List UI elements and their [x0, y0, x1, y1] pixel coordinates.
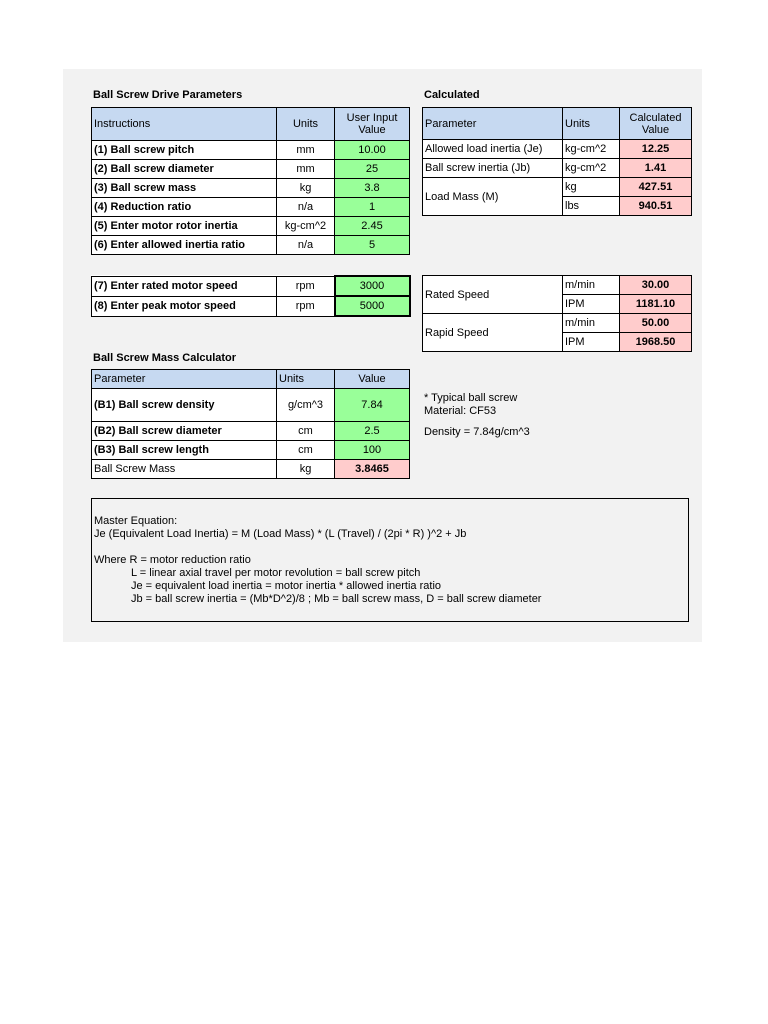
- calc-value-je: 12.25: [620, 140, 692, 159]
- header-parameter: Parameter: [423, 108, 563, 140]
- calc-units: IPM: [563, 333, 620, 352]
- param-input-reduction[interactable]: 1: [335, 198, 410, 217]
- param-label: (1) Ball screw pitch: [92, 141, 277, 160]
- params-table: [91, 107, 410, 255]
- mass-label: (B1) Ball screw density: [92, 389, 277, 422]
- header-units: Units: [277, 108, 335, 141]
- header-parameter: Parameter: [92, 370, 277, 389]
- table-row: [423, 276, 692, 295]
- table-row: [92, 179, 410, 198]
- header-calculated-value: Calculated Value: [620, 108, 692, 140]
- param-input-rated-speed[interactable]: 3000: [335, 276, 410, 296]
- calc-units: lbs: [563, 197, 620, 216]
- calc-value-load-mass-kg: 427.51: [620, 178, 692, 197]
- header-instructions: Instructions: [92, 108, 277, 141]
- table-row: [92, 441, 410, 460]
- table-row: [423, 178, 692, 197]
- calc-value-rapid-ipm: 1968.50: [620, 333, 692, 352]
- calc-label-rapid-speed: Rapid Speed: [423, 314, 563, 352]
- mass-calc-title: Ball Screw Mass Calculator: [93, 352, 237, 364]
- param-units: mm: [277, 141, 335, 160]
- table-row: [92, 141, 410, 160]
- header-units: Units: [277, 370, 335, 389]
- table-row: [92, 296, 410, 316]
- param-input-diameter[interactable]: 25: [335, 160, 410, 179]
- param-label: (4) Reduction ratio: [92, 198, 277, 217]
- header-units: Units: [563, 108, 620, 140]
- params-title: Ball Screw Drive Parameters: [93, 89, 243, 101]
- header-value: Value: [335, 370, 410, 389]
- param-label: (7) Enter rated motor speed: [92, 276, 277, 296]
- equation-je-def: Je = equivalent load inertia = motor inertia * allowed inertia ratio: [131, 580, 442, 592]
- table-row: [423, 159, 692, 178]
- param-input-mass[interactable]: 3.8: [335, 179, 410, 198]
- table-row: [92, 276, 410, 296]
- param-units: mm: [277, 160, 335, 179]
- calc-units: m/min: [563, 314, 620, 333]
- calc-units: IPM: [563, 295, 620, 314]
- param-units: rpm: [277, 276, 335, 296]
- param-label: (8) Enter peak motor speed: [92, 296, 277, 316]
- calc-units: kg: [563, 178, 620, 197]
- param-label: (2) Ball screw diameter: [92, 160, 277, 179]
- mass-label: (B2) Ball screw diameter: [92, 422, 277, 441]
- speed-output-table: [422, 275, 692, 352]
- param-input-pitch[interactable]: 10.00: [335, 141, 410, 160]
- calc-label-rated-speed: Rated Speed: [423, 276, 563, 314]
- param-units: n/a: [277, 236, 335, 255]
- mass-result-units: kg: [277, 460, 335, 479]
- table-row: [92, 198, 410, 217]
- equation-where: Where R = motor reduction ratio: [94, 554, 251, 566]
- param-input-rotor-inertia[interactable]: 2.45: [335, 217, 410, 236]
- equation-heading: Master Equation:: [94, 515, 178, 527]
- mass-input-density[interactable]: 7.84: [335, 389, 410, 422]
- calculated-title: Calculated: [424, 89, 480, 101]
- mass-calc-table: [91, 369, 410, 479]
- mass-input-length[interactable]: 100: [335, 441, 410, 460]
- calculated-table: [422, 107, 692, 216]
- table-row: [92, 422, 410, 441]
- mass-units: cm: [277, 422, 335, 441]
- equation-main: Je (Equivalent Load Inertia) = M (Load Mass) * (L (Travel) / (2pi * R) )^2 + Jb: [94, 528, 467, 540]
- table-row: [92, 236, 410, 255]
- calc-value-load-mass-lbs: 940.51: [620, 197, 692, 216]
- calc-units: kg-cm^2: [563, 140, 620, 159]
- calc-units: m/min: [563, 276, 620, 295]
- calc-label: Allowed load inertia (Je): [423, 140, 563, 159]
- table-row: [92, 389, 410, 422]
- table-row: [423, 314, 692, 333]
- param-input-peak-speed[interactable]: 5000: [335, 296, 410, 316]
- param-label: (6) Enter allowed inertia ratio: [92, 236, 277, 255]
- calc-value-rated-mmin: 30.00: [620, 276, 692, 295]
- speed-input-table: [91, 275, 411, 317]
- mass-units: g/cm^3: [277, 389, 335, 422]
- table-row: [423, 140, 692, 159]
- mass-units: cm: [277, 441, 335, 460]
- header-user-input-value: User Input Value: [335, 108, 410, 141]
- param-units: kg: [277, 179, 335, 198]
- mass-input-diameter[interactable]: 2.5: [335, 422, 410, 441]
- param-label: (5) Enter motor rotor inertia: [92, 217, 277, 236]
- equation-jb-def: Jb = ball screw inertia = (Mb*D^2)/8 ; Mb = ball screw mass, D = ball screw diameter: [131, 593, 542, 605]
- table-row: [92, 217, 410, 236]
- calc-label: Ball screw inertia (Jb): [423, 159, 563, 178]
- mass-result-value: 3.8465: [335, 460, 410, 479]
- calc-value-jb: 1.41: [620, 159, 692, 178]
- equation-l-def: L = linear axial travel per motor revolution = ball screw pitch: [131, 567, 421, 579]
- param-units: n/a: [277, 198, 335, 217]
- param-units: kg-cm^2: [277, 217, 335, 236]
- calc-value-rated-ipm: 1181.10: [620, 295, 692, 314]
- table-row: [92, 460, 410, 479]
- calc-value-rapid-mmin: 50.00: [620, 314, 692, 333]
- param-input-inertia-ratio[interactable]: 5: [335, 236, 410, 255]
- table-row: [92, 160, 410, 179]
- param-units: rpm: [277, 296, 335, 316]
- note-density: Density = 7.84g/cm^3: [424, 426, 530, 438]
- mass-result-label: Ball Screw Mass: [92, 460, 277, 479]
- note-typical: * Typical ball screw: [424, 392, 518, 404]
- calc-label-load-mass: Load Mass (M): [423, 178, 563, 216]
- note-material: Material: CF53: [424, 405, 497, 417]
- param-label: (3) Ball screw mass: [92, 179, 277, 198]
- calc-units: kg-cm^2: [563, 159, 620, 178]
- mass-label: (B3) Ball screw length: [92, 441, 277, 460]
